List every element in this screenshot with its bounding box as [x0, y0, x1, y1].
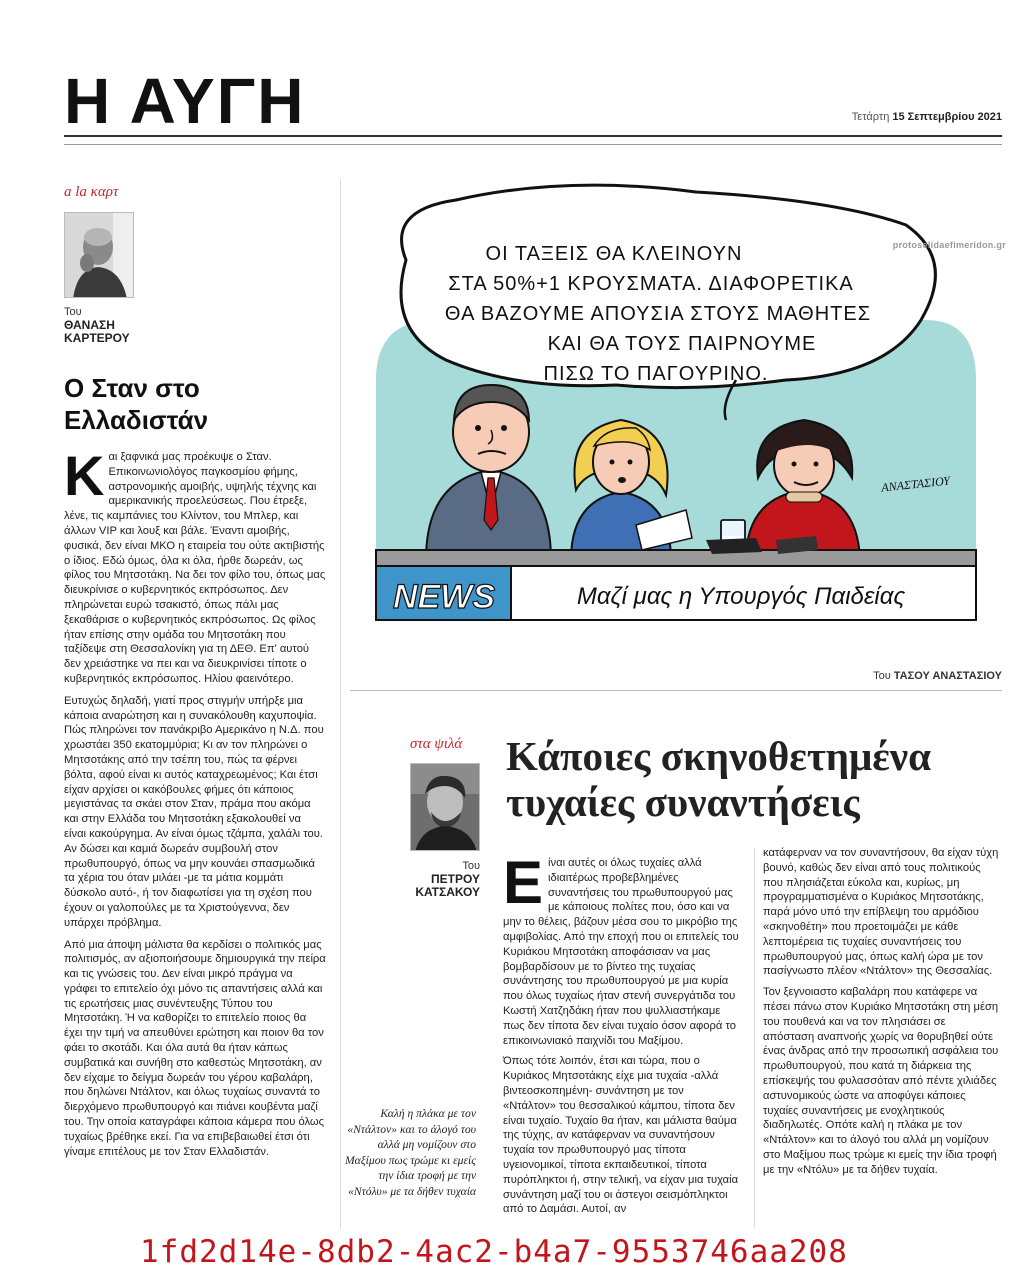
column-divider — [754, 848, 755, 1228]
right-article-byline — [406, 860, 480, 899]
right-article-title: Κάποιες σκηνοθετημένα τυχαίες συναντήσεις — [506, 733, 931, 825]
newspaper-masthead: Η ΑΥΓΗ — [64, 65, 306, 137]
political-cartoon — [366, 180, 986, 650]
document-id: 1fd2d14e-8db2-4ac2-b4a7-9553746aa208 — [140, 1234, 848, 1270]
speech-line-4: ΚΑΙ ΘΑ ΤΟΥΣ ΠΑΙΡΝΟΥΜΕ — [547, 333, 817, 355]
author-name-line2: ΚΑΤΣΑΚΟΥ — [415, 885, 480, 899]
right-dropcap: Ε — [503, 849, 544, 916]
speech-line-2: ΣΤΑ 50%+1 ΚΡΟΥΣΜΑΤΑ. ΔΙΑΦΟΡΕΤΙΚΑ — [448, 273, 854, 295]
right-paragraph: Είναι αυτές οι όλως τυχαίες αλλά ιδιαιτέρως προβεβλημένες συναντήσεις του πρωθυπουργού μας με κάποιους πολίτες που, όσο και να μην το θέλεις, βάζουν μέσα σου το μικρόβιο της αμφιβολίας. Από την εποχή που οι επιτελείς του Κυριάκου Μητσοτάκη αποφάσισαν να μας βομβαρδίσουν με το βίντεο της τυχαίας συνάντησης του πρωθυπουργού με μια κυρία που όλως τυχαίως ήταν στενή συνεργάτιδα του Κωστή Χατζηδάκη ήταν που ψυλλιαστήκαμε πως δεν τίποτα δεν είναι τυχαίο όσον αφορά το επικοινωνιακό παιχνίδι του Μαξίμου. — [503, 849, 739, 1047]
dateline-date: 15 Σεπτεμβρίου 2021 — [892, 111, 1002, 123]
cartoonist-name: ΤΑΣΟΥ ΑΝΑΣΤΑΣΙΟΥ — [893, 670, 1002, 682]
dateline-day: Τετάρτη — [851, 111, 890, 123]
news-ticker-text: Μαζί μας η Υπουργός Παιδείας — [576, 583, 906, 610]
masthead-rule — [64, 135, 1002, 145]
right-paragraph: Όπως τότε λοιπόν, έτσι και τώρα, που ο Κυριάκος Μητσοτάκης είχε μια τυχαία -αλλά βιντεοσκοπημένη- συνάντηση με τον «Ντάλτον» του θεσσαλικού κάμπου, τίποτα δεν είναι τυχαίο. Τυχαίο θα ήταν, και μάλιστα θαύμα της τύχης, αν κατάφερναν να συναντήσουν τυχαία τον πρωθυπουργό μας τίποτα υγειονομικοί, τίποτα εκπαιδευτικοί, τίποτα πυρόπληκτοι ή, στην τελική, να είχαν μια τυχαία συνάντηση μαζί του οι άστεγοι σεισμόπληκτοι από το Δαμάσι. Αυτοί, αν — [503, 1055, 739, 1216]
left-article-byline — [64, 306, 130, 345]
speech-line-3: ΘΑ ΒΑΖΟΥΜΕ ΑΠΟΥΣΙΑ ΣΤΟΥΣ ΜΑΘΗΤΕΣ — [444, 303, 872, 325]
left-paragraph: Ευτυχώς δηλαδή, γιατί προς στιγμήν υπήρξε μια κάποια αναρώτηση και η συνακόλουθη καχυποψία. Πώς πληρώνει τον πανάκριβο Αμερικάνο η Ν.Δ. που χρωστάει 350 εκατομμύρια; Κι αν τον πληρώνει ο Μητσοτάκης από την τσέπη του, πώς τα φέρνει βόλτα, αφού είναι κι αυτός καταχρεωμένος; Και έτσι είχαν αρχίσει οι κακόβουλες φήμες ότι κάποιος μεγιστάνας τα σκάει στον Σταν, πράμα που ακόμα και στην Ελλάδα του Μητσοτάκη εξακολουθεί να είναι κακούργημα. Αν είναι όμως τζάμπα, χαλάλι του. Αν δώσει και καμιά δωρεάν συμβουλή στον πρωθυπουργό, όπως να μην κουνάει σπασμωδικά τα χέρια του όταν μιλάει -με τα μάτια κομμάτι δύσκολο αυτό-, ή τον διαφωτίσει για τη σχέση που έχουν οι γαλοπούλες με τα Χριστούγεννα, δεν υπάρχει πρόβλημα. — [64, 694, 324, 929]
author-portrait-karteros — [64, 212, 134, 298]
speech-line-1: ΟΙ ΤΑΞΕΙΣ ΘΑ ΚΛΕΙΝΟΥΝ — [485, 243, 743, 265]
left-article-kicker: a la καρτ — [64, 184, 119, 200]
author-name-line2: ΚΑΡΤΕΡΟΥ — [64, 331, 130, 345]
source-watermark: protoselidaefimeridon.gr — [892, 240, 1006, 250]
section-rule — [350, 690, 1002, 691]
right-paragraph: Τον ξεγνοιαστο καβαλάρη που κατάφερε να πέσει πάνω στον Κυριάκο Μητσοτάκη στη μέση του πουθενά και να τον πλησιάσει σε απόσταση αναπνοής χωρίς να θορυβηθεί ούτε ένας άνδρας από την προσωπική ασφάλεια του πρωθυπουργού, που κατά τη διάρκεια της επίσκεψής του φυλασσόταν από πέντε χιλιάδες αστυνομικούς ώστε να αποφύγει κάποιες τυχαίες συναντήσεις με ενοχλητικούς διαδηλωτές. Οπότε καλή η πλάκα με τον «Ντάλτον» και το άλογό του αλλά μη νομίζουν στο Μαξίμου πως τρώμε κι εμείς την ίδια τροφή με την «Ντόλυ» με τα δήθεν τυχαία. — [763, 986, 999, 1176]
dateline — [852, 111, 1002, 123]
byline-prefix: Του — [462, 860, 480, 872]
author-portrait-katsakos — [410, 763, 480, 851]
pull-quote: Καλή η πλάκα με τον «Ντάλτον» και το άλογό του αλλά μη νομίζουν στο Μαξίμου πως τρώμε κι εμείς την ίδια τροφή με την «Ντόλυ» με τα δήθεν τυχαία — [344, 1107, 476, 1198]
author-name-line1: ΠΕΤΡΟΥ — [430, 872, 480, 886]
left-paragraph: Από μια άποψη μάλιστα θα κερδίσει ο πολιτικός μας πολιτισμός, αν αξιοποιήσουμε δημιουργικά την πείρα και τις γνώσεις του. Δεν είναι μικρό πράγμα να γράφει το επιτελείο όχι μόνο τις απαντήσεις αλλά και τις ερωτήσεις μιας συνέντευξης Τύπου του Μητσοτάκη. Ή να καθορίζει το επιτελείο ποιος θα έχει την τιμή να απευθύνει ερώτηση και ποιον θα τον φάει το σκοτάδι. Και όλα αυτά θα ήταν κάπως συμβατικά και συνήθη στο καθεστώς Μητσοτάκη, αν δεν είχαμε το δείγμα δωρεάν του γέρου καβαλάρη, που δηλώνει Ντάλτον, και όλως τυχαίως συναντά το διερχόμενο πρωθυπουργό και πιάνει κουβέντα μαζί του. Την οποία καταγράφει κάποια κάμερα που όλως τυχαίως βρέθηκε εκεί. Για να επιβεβαιωθεί έτσι ότι γίναμε επιτέλους με τον Σταν Ελλαδιστάν. — [64, 938, 326, 1158]
right-article-column-2 — [763, 846, 999, 1184]
left-paragraph: Και ξαφνικά μας προέκυψε ο Σταν. Επικοινωνιολόγος παγκοσμίου φήμης, αστρονομικής αμοιβής, υψηλής τέχνης και αμερικανικής προελεύσεως. Που έτρεξε, λένε, τις καμπάνιες του Κλίντον, του Μπλερ, και άλλων VIP και λουξ και βάλε. Έναντι αμοιβής, φυσικά, δεν είναι ΜΚΟ η εταιρεία του ούτε ακτιβιστής ο ίδιος. Εδώ όμως, όλα κι όλα, ήρθε δωρεάν, ως φίλος του Μητσοτάκη. Να δει τον φίλο του, όπως μας διευκρίνισε ο κυβερνητικός εκπρόσωπος. Δεν πληρώνεται ευρώ τσακιστό, όπως πάλι μας ξεκαθάρισε ο κυβερνητικός εκπρόσωπος. Ως φίλος ήταν επίσης στην ομάδα του Μητσοτάκη που ταξίδεψε στη Θεσσαλονίκη για τη ΔΕΘ. Επ' αυτού δεν χρειάστηκε να πει και να διευκρινίσει τίποτε ο κυβερνητικός εκπρόσωπος. Ηλίου φαεινότερο. — [64, 444, 326, 685]
cartoon-desk — [376, 550, 976, 566]
author-name-line1: ΘΑΝΑΣΗ — [64, 318, 115, 332]
news-logo: NEWS — [393, 578, 495, 616]
cartoon-signature: ΑΝΑΣΤΑΣΙΟΥ — [880, 473, 951, 495]
column-divider — [340, 180, 341, 1228]
speech-line-5: ΠΙΣΩ ΤΟ ΠΑΓΟΥΡΙΝΟ. — [543, 363, 769, 385]
right-article-column-1 — [503, 849, 739, 1223]
cartoon-credit: Του ΤΑΣΟΥ ΑΝΑΣΤΑΣΙΟΥ — [873, 670, 1002, 682]
left-article-body — [64, 444, 326, 1166]
right-article-kicker: στα ψιλά — [410, 736, 463, 752]
byline-prefix: Του — [64, 306, 82, 318]
right-paragraph: κατάφερναν να τον συναντήσουν, θα είχαν τύχη βουνό, καθώς δεν είναι από τους πολιτικούς που πλησιάζεται εύκολα και, κυρίως, μη προγραμματισμένα ο Κυριάκος Μητσοτάκης, παρά μόνο υπό την επίβλεψη του αρμόδιου «σκηνοθέτη» που προετοιμάζει με κάθε λεπτομέρεια τις τυχαίες συναντήσεις του πρωθυπουργού μας, όπως καλή ώρα με τον πασίγνωστο πλέον «Ντάλτον» της Θεσσαλίας. — [763, 847, 999, 978]
left-dropcap: Κ — [64, 444, 105, 507]
left-article-title: Ο Σταν στο Ελλαδιστάν — [64, 373, 209, 435]
